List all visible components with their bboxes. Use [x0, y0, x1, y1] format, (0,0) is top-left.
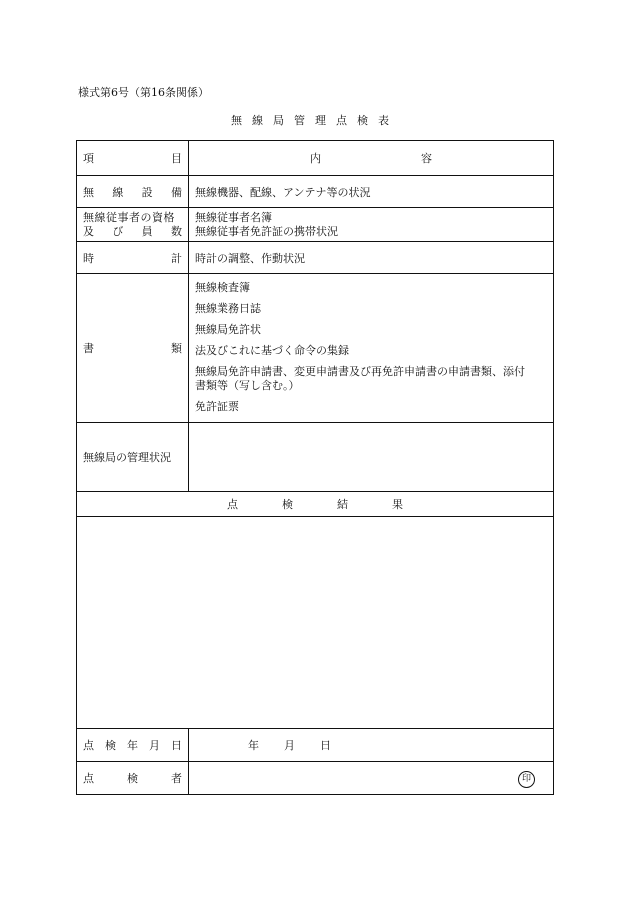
clock-label-1: 時 — [83, 251, 94, 265]
management-content[interactable] — [195, 423, 547, 491]
equipment-content: 無線機器、配線、アンテナ等の状況 — [195, 185, 371, 199]
documents-label-1: 書 — [83, 342, 94, 355]
results-char-4: 果 — [392, 498, 403, 511]
clock-content: 時計の調整、作動状況 — [195, 251, 305, 265]
col-item-char-2: 目 — [171, 152, 182, 165]
operator-label-2c: 員 — [141, 225, 153, 238]
date-label-5: 日 — [171, 739, 182, 752]
documents-item-3: 無線局免許状 — [195, 323, 261, 336]
date-label-2: 検 — [105, 739, 116, 752]
equipment-label-4: 備 — [170, 185, 182, 199]
operator-content-2: 無線従事者免許証の携帯状況 — [195, 225, 338, 238]
date-label-3: 年 — [127, 739, 138, 752]
results-char-3: 結 — [337, 498, 348, 511]
form-title: 無線局管理点検表 — [231, 114, 399, 127]
management-row — [77, 423, 553, 492]
date-day: 日 — [320, 739, 331, 752]
form-number: 様式第6号（第16条関係） — [78, 86, 209, 99]
table-header-row — [77, 141, 553, 176]
equipment-row — [77, 176, 553, 208]
operator-label-2d: 数 — [170, 225, 182, 238]
col-content-char-1: 内 — [310, 152, 321, 165]
results-char-1: 点 — [227, 498, 238, 511]
results-char-2: 検 — [282, 498, 293, 511]
inspector-label-3: 者 — [171, 772, 182, 785]
results-heading-row — [77, 492, 553, 517]
inspector-label-2: 検 — [127, 772, 138, 785]
operator-label-2a: 及 — [83, 225, 94, 238]
documents-item-6: 免許証票 — [195, 400, 239, 413]
equipment-label-2: 線 — [112, 185, 124, 199]
date-row — [77, 729, 553, 762]
clock-label-2: 計 — [171, 251, 182, 265]
inspection-sheet — [76, 140, 554, 795]
date-year: 年 — [248, 739, 259, 752]
documents-item-1: 無線検査簿 — [195, 281, 250, 294]
operator-label-2b: び — [112, 225, 124, 238]
documents-item-4: 法及びこれに基づく命令の集録 — [195, 344, 349, 357]
documents-item-2: 無線業務日誌 — [195, 302, 261, 315]
equipment-label-1: 無 — [83, 185, 94, 199]
seal-mark-icon: 印 — [518, 771, 535, 788]
documents-item-5: 無線局免許申請書、変更申請書及び再免許申請書の申請書類、添付 — [195, 365, 525, 378]
management-label: 無線局の管理状況 — [83, 451, 171, 464]
inspector-label-1: 点 — [83, 772, 94, 785]
documents-item-5b: 書類等（写し含む。） — [195, 379, 300, 392]
clock-row — [77, 242, 553, 274]
date-label-4: 月 — [149, 739, 160, 752]
operator-row — [77, 208, 553, 242]
equipment-label-3: 設 — [141, 185, 153, 199]
col-item-char-1: 項 — [83, 152, 94, 165]
results-area[interactable] — [77, 517, 553, 729]
inspector-field[interactable] — [195, 762, 547, 794]
documents-row — [77, 274, 553, 423]
date-month: 月 — [284, 739, 295, 752]
date-label-1: 点 — [83, 739, 94, 752]
inspector-row — [77, 762, 553, 794]
date-field[interactable] — [195, 729, 547, 761]
col-content-char-2: 容 — [421, 152, 432, 165]
operator-content-1: 無線従事者名簿 — [195, 211, 272, 224]
operator-label-line1: 無線従事者の資格 — [83, 211, 175, 224]
documents-label-2: 類 — [171, 342, 182, 355]
